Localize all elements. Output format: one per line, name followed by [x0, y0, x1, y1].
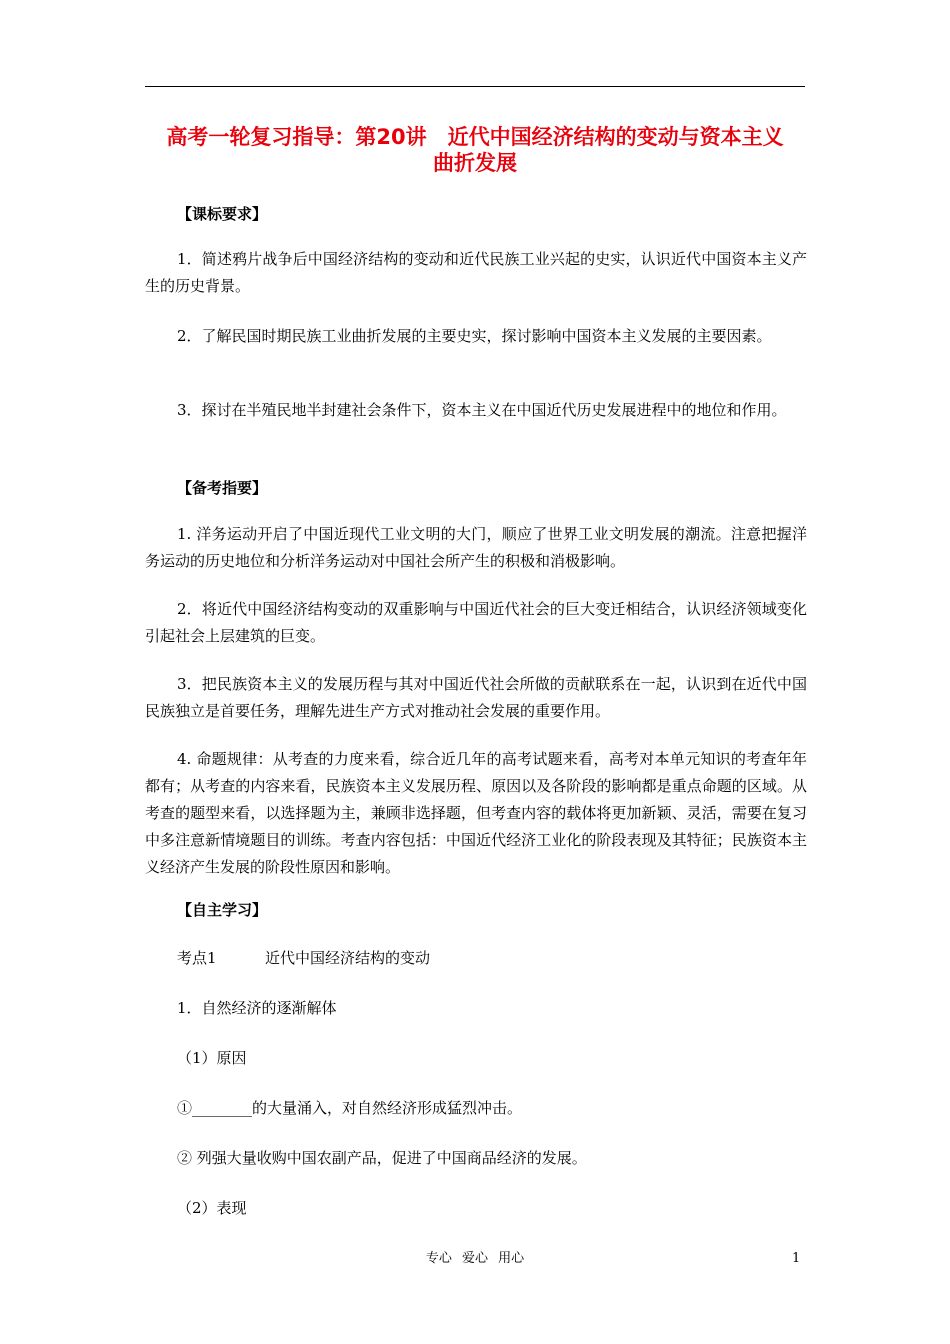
heading-requirements: 【课标要求】 [177, 205, 268, 223]
page-number: 1 [792, 1251, 801, 1266]
guide-item-3: 3．把民族资本主义的发展历程与其对中国近代社会所做的贡献联系在一起，认识到在近代中国民族独立是首要任务，理解先进生产方式对推动社会发展的重要作用。 [145, 675, 807, 720]
cause-item-2: ② 列强大量收购中国农副产品，促进了中国商品经济的发展。 [177, 1149, 587, 1167]
heading-self-study: 【自主学习】 [177, 901, 268, 919]
requirement-item-3: 3．探讨在半殖民地半封建社会条件下，资本主义在中国近代历史发展进程中的地位和作用。 [177, 401, 787, 419]
document-title [140, 124, 810, 176]
kaodian-title: 近代中国经济结构的变动 [265, 949, 431, 967]
subheading-1: 1．自然经济的逐渐解体 [177, 999, 337, 1017]
heading-guide: 【备考指要】 [177, 479, 268, 497]
header-rule [145, 86, 805, 87]
guide-item-2: 2．将近代中国经济结构变动的双重影响与中国近代社会的巨大变迁相结合，认识经济领域变化引起社会上层建筑的巨变。 [145, 600, 807, 645]
kaodian-label: 考点1 [177, 949, 217, 967]
kaodian-line [177, 948, 430, 968]
subheading-1-1: （1）原因 [177, 1049, 247, 1067]
title-line-1: 高考一轮复习指导：第20讲 近代中国经济结构的变动与资本主义 [166, 125, 784, 149]
requirement-item-1: 1．简述鸦片战争后中国经济结构的变动和近代民族工业兴起的史实，认识近代中国资本主义产生的历史背景。 [145, 250, 807, 295]
cause-item-1: ①________的大量涌入，对自然经济形成猛烈冲击。 [177, 1099, 523, 1117]
requirement-item-2: 2．了解民国时期民族工业曲折发展的主要史实，探讨影响中国资本主义发展的主要因素。 [177, 327, 772, 345]
footer-text: 专心 爱心 用心 [425, 1251, 525, 1266]
guide-item-4: 4. 命题规律：从考查的力度来看，综合近几年的高考试题来看，高考对本单元知识的考查年年都有；从考查的内容来看，民族资本主义发展历程、原因以及各阶段的影响都是重点命题的区域。从考查的题型来看，以选择题为主，兼顾非选择题，但考查内容的载体将更加新颖、灵活，需要在复习中多注意新情境题目的训练。考查内容包括：中国近代经济工业化的阶段表现及其特征；民族资本主义经济产生发展的阶段性原因和影响。 [145, 750, 807, 876]
subheading-1-2: （2）表现 [177, 1199, 247, 1217]
guide-item-1: 1. 洋务运动开启了中国近现代工业文明的大门，顺应了世界工业文明发展的潮流。注意把握洋务运动的历史地位和分析洋务运动对中国社会所产生的积极和消极影响。 [145, 525, 807, 570]
title-line-2: 曲折发展 [433, 151, 517, 175]
